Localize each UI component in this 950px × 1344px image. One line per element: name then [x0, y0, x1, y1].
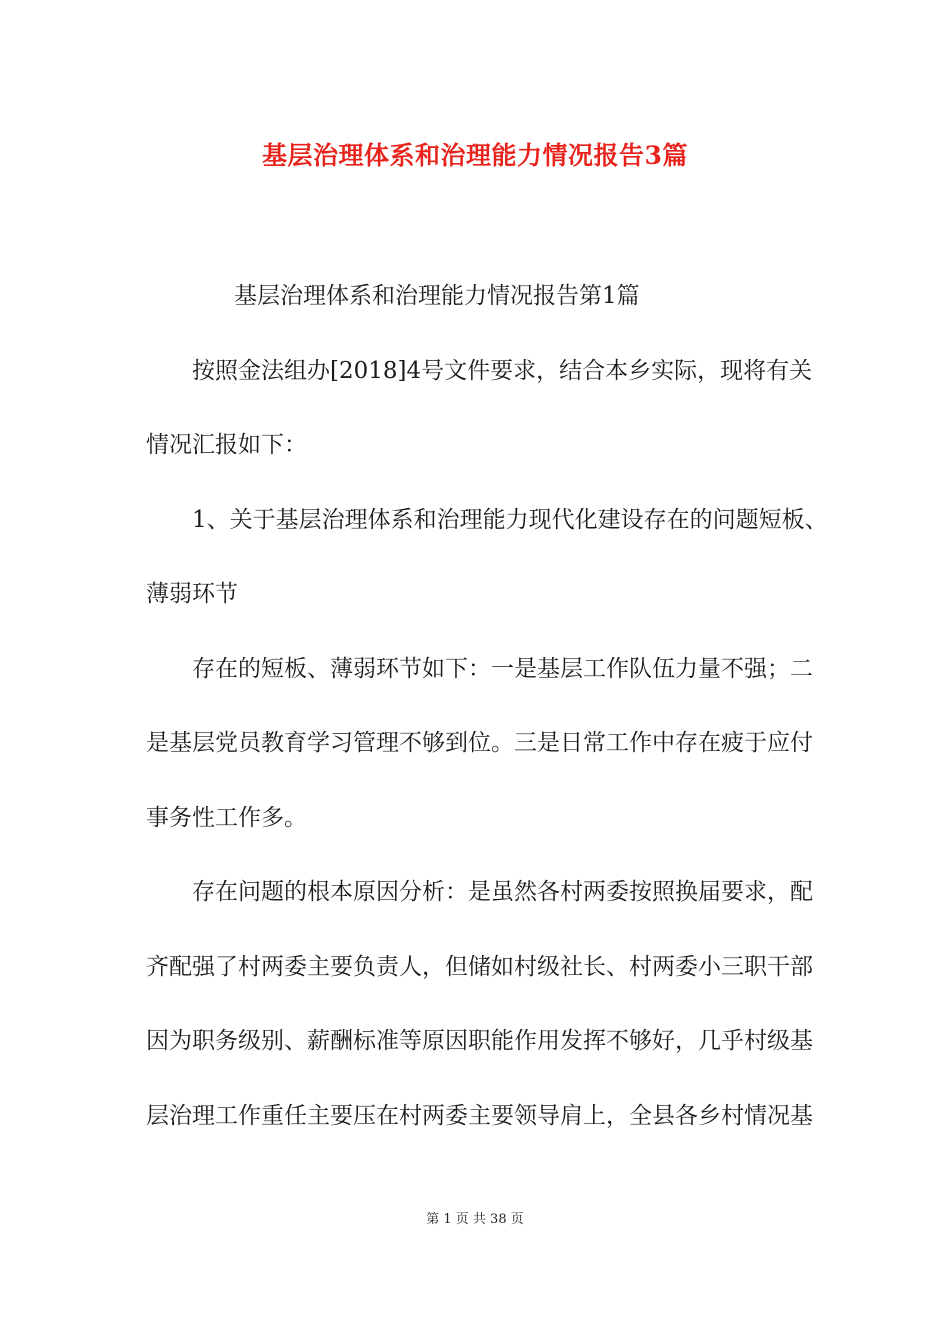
page-footer: 第 1 页 共 38 页 — [426, 1212, 524, 1227]
paragraph-line: 情况汇报如下： — [146, 432, 307, 458]
document-body — [146, 278, 828, 1134]
paragraph-line: 层治理工作重任主要压在村两委主要领导肩上，全县各乡村情况基 — [146, 1102, 813, 1129]
paragraph-line: 齐配强了村两委主要负责人，但储如村级社长、村两委小三职干部 — [146, 953, 813, 980]
document-title: 基层治理体系和治理能力情况报告3篇 — [262, 141, 688, 170]
paragraph-line: 是基层党员教育学习管理不够到位。三是日常工作中存在疲于应付 — [146, 730, 813, 756]
paragraph-line: 存在问题的根本原因分析：是虽然各村两委按照换届要求，配 — [192, 879, 813, 905]
paragraph-line: 按照金法组办[2018]4号文件要求，结合本乡实际，现将有关 — [192, 357, 813, 384]
paragraph-line: 存在的短板、薄弱环节如下：一是基层工作队伍力量不强；二 — [192, 655, 813, 682]
paragraph-line: 1、关于基层治理体系和治理能力现代化建设存在的问题短板、 — [192, 506, 828, 533]
paragraph-line: 薄弱环节 — [146, 581, 238, 607]
section-heading: 基层治理体系和治理能力情况报告第1篇 — [234, 283, 640, 309]
paragraph-line: 因为职务级别、薪酬标准等原因职能作用发挥不够好，几乎村级基 — [146, 1028, 813, 1054]
paragraph-line: 事务性工作多。 — [146, 804, 307, 831]
